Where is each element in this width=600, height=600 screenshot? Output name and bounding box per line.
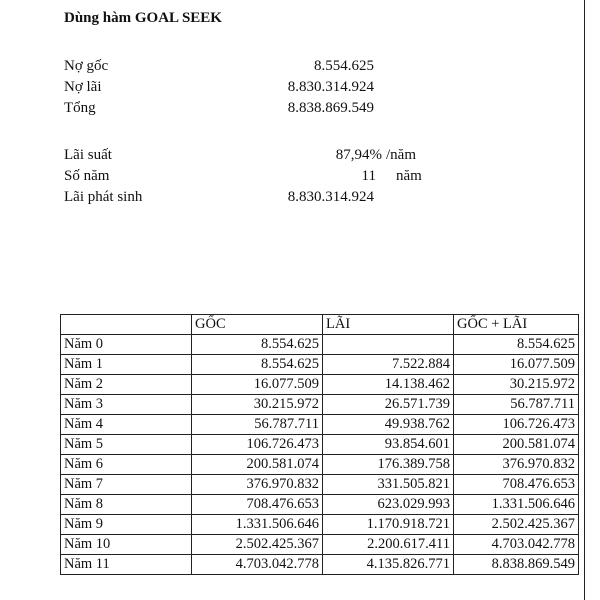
- summary-value: 8.554.625: [314, 58, 374, 74]
- table-cell: 1.331.506.646: [454, 495, 579, 515]
- table-cell: 106.726.473: [192, 435, 323, 455]
- table-cell: 56.787.711: [454, 395, 579, 415]
- table-row: [61, 335, 579, 355]
- param-value: 87,94%: [335, 147, 382, 163]
- table-row: [61, 535, 579, 555]
- table-cell: 2.502.425.367: [192, 535, 323, 555]
- param-label: Lãi phát sinh: [64, 189, 143, 205]
- summary-label: Tổng: [64, 100, 96, 116]
- table-cell: [323, 335, 454, 355]
- page-title: Dùng hàm GOAL SEEK: [64, 10, 222, 26]
- summary-row-total: [64, 98, 464, 118]
- table-cell: 708.476.653: [454, 475, 579, 495]
- table-cell: Năm 8: [61, 495, 192, 515]
- table-cell: 4.135.826.771: [323, 555, 454, 575]
- table-cell: 4.703.042.778: [454, 535, 579, 555]
- table-cell: 7.522.884: [323, 355, 454, 375]
- table-row: [61, 395, 579, 415]
- table-cell: 16.077.509: [454, 355, 579, 375]
- table-row: [61, 435, 579, 455]
- table-cell: 8.838.869.549: [454, 555, 579, 575]
- table-header-cell: GỐC: [192, 315, 323, 335]
- param-unit: /năm: [386, 147, 416, 163]
- table-cell: Năm 7: [61, 475, 192, 495]
- table-cell: Năm 11: [61, 555, 192, 575]
- table-cell: 8.554.625: [454, 335, 579, 355]
- table-cell: 331.505.821: [323, 475, 454, 495]
- table-cell: 200.581.074: [192, 455, 323, 475]
- table-row: [61, 355, 579, 375]
- table-cell: Năm 3: [61, 395, 192, 415]
- table-cell: 16.077.509: [192, 375, 323, 395]
- table-cell: 26.571.739: [323, 395, 454, 415]
- table-header-cell: [61, 315, 192, 335]
- table-row: [61, 455, 579, 475]
- table-row: [61, 375, 579, 395]
- interest-table: [60, 314, 579, 575]
- page-border-line: [584, 0, 585, 600]
- table-cell: 30.215.972: [192, 395, 323, 415]
- param-unit: năm: [396, 168, 422, 184]
- table-cell: Năm 10: [61, 535, 192, 555]
- param-value: 8.830.314.924: [287, 189, 374, 205]
- table-cell: 1.331.506.646: [192, 515, 323, 535]
- table-cell: 176.389.758: [323, 455, 454, 475]
- table-row: [61, 495, 579, 515]
- param-row-accrued: [64, 187, 464, 207]
- table-cell: Năm 9: [61, 515, 192, 535]
- table-row: [61, 475, 579, 495]
- summary-value: 8.838.869.549: [287, 100, 374, 116]
- summary-row-interest: [64, 77, 464, 97]
- table-row: [61, 555, 579, 575]
- param-row-rate: [64, 145, 464, 165]
- table-cell: 623.029.993: [323, 495, 454, 515]
- table-row: [61, 415, 579, 435]
- param-row-years: [64, 166, 464, 186]
- table-cell: 49.938.762: [323, 415, 454, 435]
- summary-label: Nợ lãi: [64, 79, 102, 95]
- param-value: 11: [361, 168, 376, 184]
- table-header-row: [61, 315, 579, 335]
- table-cell: 56.787.711: [192, 415, 323, 435]
- table-cell: Năm 4: [61, 415, 192, 435]
- summary-label: Nợ gốc: [64, 58, 109, 74]
- table-cell: 14.138.462: [323, 375, 454, 395]
- table-cell: 708.476.653: [192, 495, 323, 515]
- param-label: Số năm: [64, 168, 110, 184]
- summary-row-principal: [64, 56, 464, 76]
- table-cell: Năm 1: [61, 355, 192, 375]
- table-row: [61, 515, 579, 535]
- table-cell: Năm 6: [61, 455, 192, 475]
- table-cell: 106.726.473: [454, 415, 579, 435]
- table-cell: 376.970.832: [192, 475, 323, 495]
- table-cell: Năm 2: [61, 375, 192, 395]
- table-cell: 200.581.074: [454, 435, 579, 455]
- table-cell: 8.554.625: [192, 355, 323, 375]
- table-cell: Năm 5: [61, 435, 192, 455]
- table-cell: 8.554.625: [192, 335, 323, 355]
- summary-value: 8.830.314.924: [287, 79, 374, 95]
- param-label: Lãi suất: [64, 147, 112, 163]
- table-cell: 2.200.617.411: [323, 535, 454, 555]
- table-cell: 1.170.918.721: [323, 515, 454, 535]
- table-cell: 2.502.425.367: [454, 515, 579, 535]
- table-cell: 30.215.972: [454, 375, 579, 395]
- table-header-cell: GỐC + LÃI: [454, 315, 579, 335]
- table-cell: 376.970.832: [454, 455, 579, 475]
- table-cell: 4.703.042.778: [192, 555, 323, 575]
- table-header-cell: LÃI: [323, 315, 454, 335]
- table-cell: Năm 0: [61, 335, 192, 355]
- table-cell: 93.854.601: [323, 435, 454, 455]
